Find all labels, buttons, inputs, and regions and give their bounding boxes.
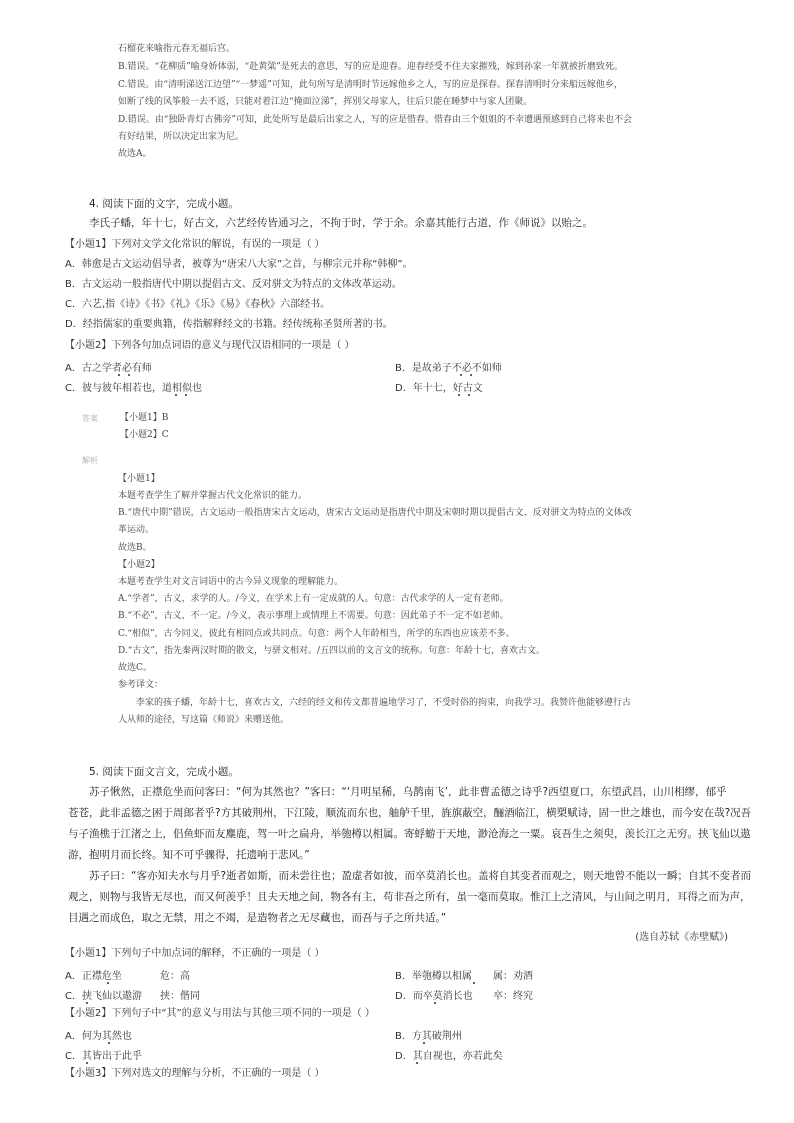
emphasis-dot (185, 394, 187, 396)
emphasis-dot (416, 1062, 418, 1064)
analysis-line: 【小题2】 (118, 560, 160, 570)
q5-passage-line: 观之，则物与我皆无尽也，而又何羡乎！且夫天地之间，物各有主，苟非吾之所有，虽一毫而莫取。惟江上之清风，与山间之明月，耳得之而为声， (68, 891, 751, 903)
q3-line-2: B.错误。“花柳质”喻身娇体弱，“赴黄粱”是死去的意思，写的应是迎春。迎春经受不住夫家摧残，嫁到孙家一年就被折磨致死。 (118, 62, 623, 72)
analysis-line: 本题考查学生了解并掌握古代文化常识的能力。 (118, 491, 308, 501)
q5-passage-line: 苍苍，此非孟德之困于周郎者乎?方其破荆州，下江陵，顺流而东也，舳舻千里，旌旗蔽空，酾酒临江，横槊赋诗，固一世之雄也，而今安在哉?况吾 (68, 807, 752, 819)
emphasis-dot (107, 982, 109, 984)
q5-sub1-option-a-gloss: 危：高 (160, 971, 190, 982)
emphasis-dot (473, 982, 475, 984)
answer-2: 【小题2】C (120, 430, 169, 440)
q4-sub2-option-c: C．彼与彼年相若也，道相似也 (65, 383, 202, 394)
analysis-line: 本题考查学生对文言词语中的古今异义现象的理解能力。 (118, 577, 344, 587)
q5-sub1-stem: 【小题1】下列句子中加点词的解释，不正确的一项是（ ） (65, 948, 325, 959)
q3-line-5: D.错误。由“独卧青灯古佛旁”可知，此处所写是最后出家之人，写的应是惜春。惜春由三个姐姐的不幸遭遇预感到自己将来也不会 (118, 115, 632, 125)
q5-sub1-option-b: B．举匏樽以相属 (395, 971, 472, 982)
q4-sub1-option-c: C．六艺,指《诗》《书》《礼》《乐》《易》《春秋》六部经书。 (65, 299, 331, 310)
q3-line-1: 石榴花来喻指元春无福后宫。 (118, 44, 236, 54)
emphasis-dot (118, 374, 120, 376)
emphasis-dot (434, 1002, 436, 1004)
q4-sub2-option-d: D．年十七，好古文 (395, 383, 483, 394)
analysis-line: B.“唐代中期”错误，古文运动一般指唐宋古文运动，唐宋古文运动是指唐代中期及宋朝时期以提倡古文、反对骈文为特点的文体改 (118, 508, 632, 518)
q5-sub1-option-b-gloss: 属：劝酒 (493, 971, 533, 982)
analysis-label: 解析 (82, 456, 98, 465)
emphasis-dot (460, 374, 462, 376)
emphasis-dot (175, 394, 177, 396)
q3-line-6: 有好结果，所以决定出家为尼。 (118, 132, 245, 142)
q5-title: 5. 阅读下面文言文，完成小题。 (89, 766, 239, 778)
analysis-line: A.“学者”，古义，求学的人。/今义，在学术上有一定成就的人。句意：古代求学的人一定有老师。 (118, 594, 509, 604)
q5-sub1-option-c: C．挟飞仙以遨游 (65, 991, 142, 1002)
analysis-line: 故选C。 (118, 663, 152, 673)
q5-passage-line: 苏子曰：“客亦知夫水与月乎?逝者如斯，而未尝往也；盈虚者如彼，而卒莫消长也。盖将自其变者而观之，则天地曾不能以一瞬；自其不变者而 (89, 870, 752, 882)
q5-sub2-option-a: A．何为其然也 (65, 1031, 132, 1042)
analysis-line: 故选B。 (118, 543, 152, 553)
analysis-line: 革运动。 (118, 525, 155, 535)
q3-line-7: 故选A。 (118, 149, 152, 159)
q4-sub2-option-b: B．是故弟子不必不如师 (395, 363, 502, 374)
translation-line-2: 人从师的途径，写这篇《师说》来赠送他。 (118, 715, 290, 725)
analysis-line: 参考译文： (118, 680, 164, 690)
q5-sub1-option-c-gloss: 挟：偕同 (160, 991, 200, 1002)
q5-passage-line: 与子渔樵于江渚之上，侣鱼虾而友麋鹿，驾一叶之扁舟，举匏樽以相属。寄蜉蝣于天地，渺沧海之一粟。哀吾生之须臾，羡长江之无穷。挟飞仙以遨 (68, 828, 751, 840)
q5-sub1-option-d: D．而卒莫消长也 (395, 991, 473, 1002)
emphasis-dot (108, 1042, 110, 1044)
q3-line-4: 如断了线的风筝般一去不返，只能对着江边“掩面泣涕”，挥别父母家人，往后只能在睡梦中与家人团聚。 (118, 97, 533, 107)
q4-sub1-option-d: D．经指儒家的重要典籍，传指解释经文的书籍。经传统称圣贤所著的书。 (65, 319, 393, 330)
analysis-line: B.“不必”，古义，不一定。/今义，表示事理上或情理上不需要。句意：因此弟子不一定不如老师。 (118, 611, 509, 621)
emphasis-dot (468, 394, 470, 396)
emphasis-dot (86, 1002, 88, 1004)
q4-passage: 李氏子蟠，年十七，好古文，六艺经传皆通习之，不拘于时，学于余。余嘉其能行古道，作《师说》以贻之。 (89, 217, 593, 229)
q4-sub1-stem: 【小题1】下列对文学文化常识的解说，有误的一项是（ ） (65, 239, 325, 250)
emphasis-dot (128, 374, 130, 376)
answer-label: 答案 (82, 414, 98, 423)
q5-sub1-option-d-gloss: 卒：终究 (493, 991, 533, 1002)
q4-title: 4. 阅读下面的文字，完成小题。 (89, 198, 239, 210)
emphasis-dot (86, 1062, 88, 1064)
q5-sub1-option-a: A．正襟危坐 (65, 971, 122, 982)
analysis-line: 【小题1】 (118, 474, 160, 484)
q5-passage-line: 目遇之而成色，取之无禁，用之不竭，是造物者之无尽藏也，而吾与子之所共适。” (68, 912, 447, 924)
q4-sub1-option-a: A．韩愈是古文运动倡导者，被尊为“唐宋八大家”之首，与柳宗元并称“韩柳”。 (65, 259, 413, 270)
q5-passage-line: 苏子愀然，正襟危坐而问客曰：“何为其然也？”客曰：“‘月明星稀，乌鹊南飞’，此非曹孟德之诗乎?西望夏口，东望武昌，山川相缪，郁乎 (89, 786, 727, 798)
q4-sub2-option-a: A．古之学者必有师 (65, 363, 152, 374)
emphasis-dot (470, 374, 472, 376)
translation-line-1: 李家的孩子蟠，年龄十七，喜欢古文，六经的经文和传文都普遍地学习了，不受时俗的拘束，向我学习。我赞许他能够遵行古 (136, 698, 632, 708)
q5-sub2-option-b: B．方其破荆州 (395, 1031, 462, 1042)
q5-sub3-stem: 【小题3】下列对选文的理解与分析，不正确的一项是（ ） (65, 1068, 325, 1079)
analysis-line: C.“相似”，古今同义，彼此有相同点或共同点。句意：两个人年龄相当，所学的东西也应该差不多。 (118, 629, 515, 639)
q5-passage-line: 游，抱明月而长终。知不可乎骤得，托遗响于悲风。” (68, 849, 310, 861)
q4-sub2-stem: 【小题2】下列各句加点词语的意义与现代汉语相同的一项是（ ） (65, 340, 355, 351)
q5-source: (选自苏轼《赤壁赋》) (635, 932, 728, 943)
analysis-line: D.“古文”，指先秦两汉时期的散文，与骈文相对。/五四以前的文言文的统称。句意：年龄十七，喜欢古文。 (118, 646, 545, 656)
q3-line-3: C.错误。由“清明涕送江边望”“一梦遥”可知，此句所写是清明时节远嫁他乡之人，写的应是探春。探春清明时分来船远嫁他乡， (118, 80, 623, 90)
emphasis-dot (458, 394, 460, 396)
emphasis-dot (423, 1042, 425, 1044)
q5-sub2-option-c: C．其皆出于此乎 (65, 1051, 142, 1062)
q5-sub2-stem: 【小题2】下列句子中“其”的意义与用法与其他三项不同的一项是（ ） (65, 1008, 375, 1019)
q5-sub2-option-d: D．其自视也，亦若此矣 (395, 1051, 503, 1062)
q4-sub1-option-b: B．古文运动一般指唐代中期以提倡古文、反对骈文为特点的文体改革运动。 (65, 279, 402, 290)
answer-1: 【小题1】B (120, 413, 169, 423)
